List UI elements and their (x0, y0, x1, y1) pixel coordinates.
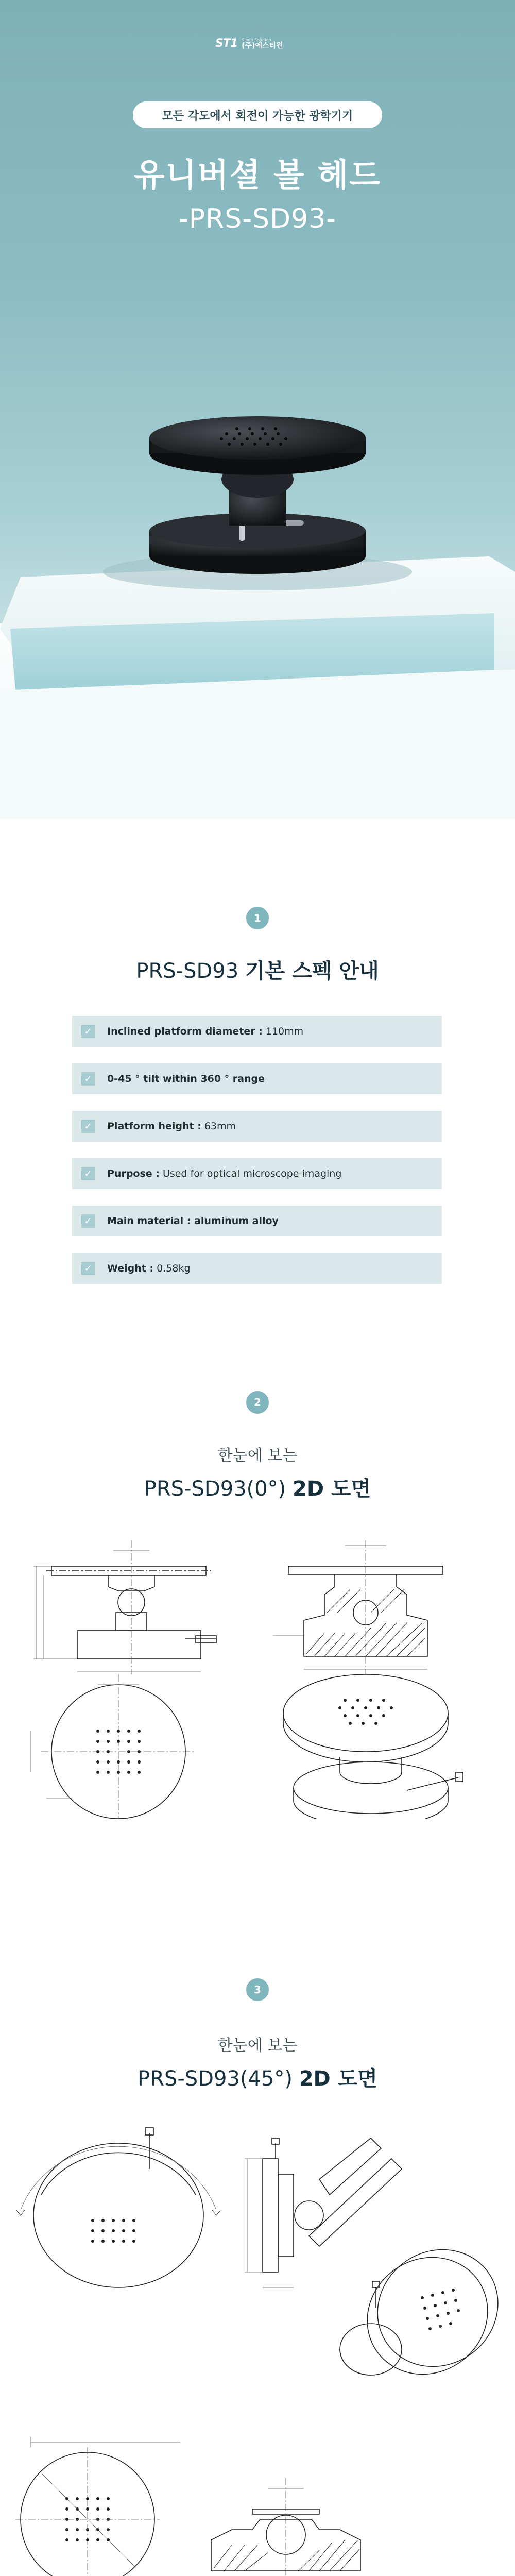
check-icon: ✓ (81, 1120, 95, 1133)
section-number-badge: 3 (246, 1978, 269, 2001)
top-view (31, 1674, 196, 1819)
check-icon: ✓ (81, 1214, 95, 1228)
tilted-section-view (211, 2478, 360, 2576)
product-photo (0, 402, 515, 819)
spec-label: Inclined platform diameter : (107, 1026, 263, 1037)
section-view (273, 1540, 443, 1674)
check-icon: ✓ (81, 1262, 95, 1275)
drawing-45-title (0, 2062, 515, 2092)
drawing-45-views (10, 2117, 505, 2576)
drawing-45-subtitle: 한눈에 보는 (217, 2037, 298, 2055)
logo-small-text: Sleep Solution (242, 37, 271, 42)
section-number-badge: 2 (246, 1391, 269, 1414)
tilted-isometric-view (340, 2226, 505, 2398)
spec-title-text: 기본 스펙 안내 (245, 959, 379, 983)
tilted-side-view (245, 2138, 402, 2287)
hero-model-code: -PRS-SD93- (178, 204, 336, 234)
check-icon: ✓ (81, 1167, 95, 1180)
spec-row (72, 1253, 442, 1284)
drawing-0-title-text: 2D 도면 (292, 1477, 371, 1501)
spec-section-title (0, 955, 515, 984)
logo-mark: ST1 (215, 37, 238, 50)
hero-tagline: 모든 각도에서 회전이 가능한 광학기기 (133, 101, 382, 128)
drawing-0-title-model: PRS-SD93(0°) (144, 1477, 286, 1501)
drawing-45-title-text: 2D 도면 (299, 2067, 377, 2091)
spec-row (72, 1063, 442, 1094)
logo-company-name: (주)에스티원 (242, 41, 283, 50)
spec-label: Main material : aluminum alloy (107, 1215, 279, 1227)
drawing-0-subtitle: 한눈에 보는 (217, 1447, 298, 1465)
hero-banner (0, 0, 515, 819)
side-view (33, 1540, 216, 1674)
spec-value: Used for optical microscope imaging (162, 1168, 342, 1179)
spec-label: Purpose : (107, 1168, 160, 1179)
check-icon: ✓ (81, 1025, 95, 1038)
spec-label: 0-45 ° tilt within 360 ° range (107, 1073, 265, 1084)
spec-label: Platform height : (107, 1121, 201, 1132)
drawing-0-views (15, 1530, 500, 1819)
brand-logo[interactable] (215, 37, 283, 50)
spec-value: 63mm (204, 1121, 236, 1132)
spec-row (72, 1111, 442, 1142)
check-icon: ✓ (81, 1072, 95, 1086)
spec-list (72, 1016, 442, 1300)
spec-value: 0.58kg (157, 1263, 191, 1274)
spec-row (72, 1016, 442, 1047)
drawing-0-title (0, 1472, 515, 1502)
spec-title-model: PRS-SD93 (136, 959, 239, 983)
spec-row (72, 1158, 442, 1189)
tilted-top-view (15, 2437, 180, 2576)
isometric-view (283, 1674, 463, 1819)
drawing-45-title-model: PRS-SD93(45°) (138, 2067, 293, 2091)
section-number-badge: 1 (246, 907, 269, 929)
spec-row (72, 1206, 442, 1236)
spec-label: Weight : (107, 1263, 154, 1274)
tilted-front-view (16, 2128, 220, 2287)
hero-title: 유니버셜 볼 헤드 (133, 156, 382, 194)
spec-value: 110mm (265, 1026, 304, 1037)
